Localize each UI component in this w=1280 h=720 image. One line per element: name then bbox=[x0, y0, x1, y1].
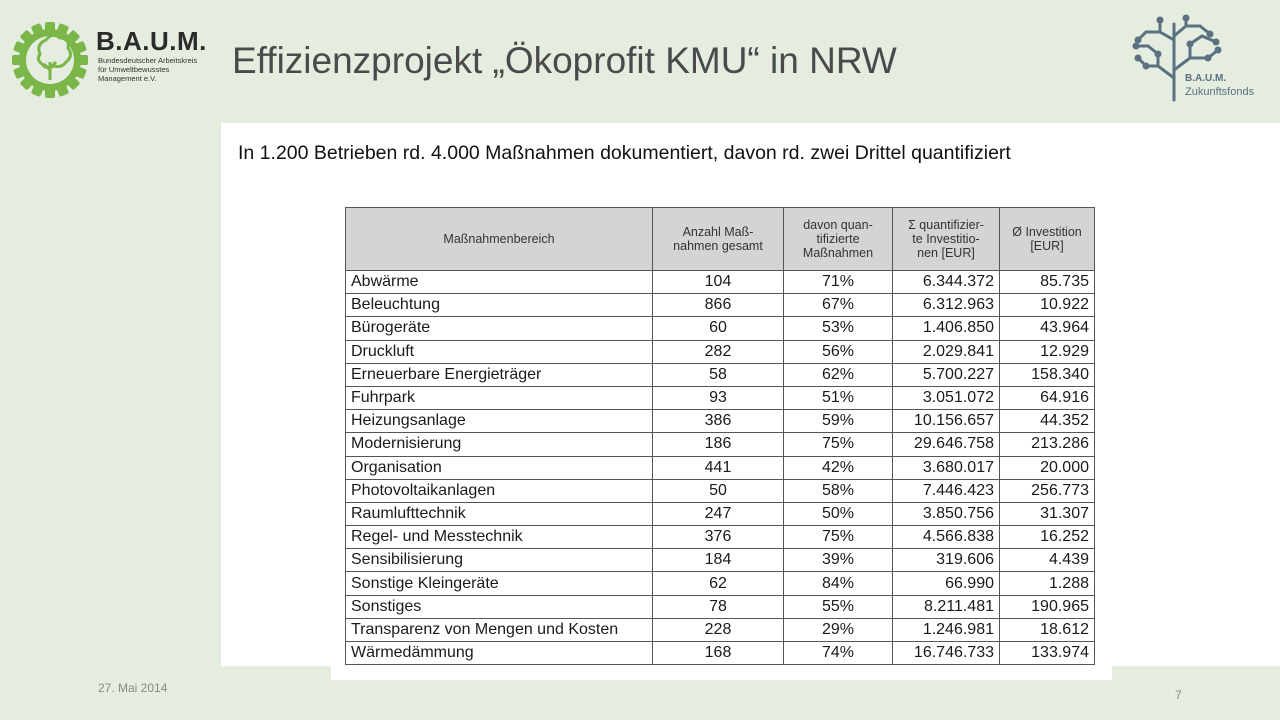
table-row bbox=[346, 572, 1095, 595]
quantified-share-cell: 53% bbox=[784, 317, 893, 340]
table-header-row bbox=[346, 208, 1095, 271]
investment-avg-cell: 64.916 bbox=[1000, 386, 1095, 409]
count-cell: 282 bbox=[653, 340, 784, 363]
quantified-share-cell: 62% bbox=[784, 363, 893, 386]
count-cell: 93 bbox=[653, 386, 784, 409]
investment-avg-cell: 12.929 bbox=[1000, 340, 1095, 363]
category-cell: Bürogeräte bbox=[346, 317, 653, 340]
investment-sum-cell: 3.680.017 bbox=[893, 456, 1000, 479]
investment-avg-cell: 213.286 bbox=[1000, 433, 1095, 456]
count-cell: 168 bbox=[653, 642, 784, 665]
measures-table bbox=[345, 207, 1095, 665]
table-row bbox=[346, 502, 1095, 525]
count-cell: 441 bbox=[653, 456, 784, 479]
baum-logo bbox=[8, 20, 208, 100]
category-cell: Erneuerbare Energieträger bbox=[346, 363, 653, 386]
count-cell: 376 bbox=[653, 526, 784, 549]
quantified-share-cell: 56% bbox=[784, 340, 893, 363]
quantified-share-cell: 74% bbox=[784, 642, 893, 665]
count-cell: 58 bbox=[653, 363, 784, 386]
quantified-share-cell: 59% bbox=[784, 410, 893, 433]
slide-title: Effizienzprojekt „Ökoprofit KMU“ in NRW bbox=[232, 40, 897, 81]
investment-sum-cell: 3.051.072 bbox=[893, 386, 1000, 409]
investment-avg-cell: 158.340 bbox=[1000, 363, 1095, 386]
category-cell: Beleuchtung bbox=[346, 294, 653, 317]
quantified-share-cell: 84% bbox=[784, 572, 893, 595]
table-row bbox=[346, 433, 1095, 456]
investment-sum-cell: 10.156.657 bbox=[893, 410, 1000, 433]
table-row bbox=[346, 642, 1095, 665]
quantified-share-cell: 55% bbox=[784, 595, 893, 618]
investment-sum-cell: 5.700.227 bbox=[893, 363, 1000, 386]
count-cell: 60 bbox=[653, 317, 784, 340]
category-cell: Regel- und Messtechnik bbox=[346, 526, 653, 549]
quantified-share-cell: 75% bbox=[784, 526, 893, 549]
table-row bbox=[346, 456, 1095, 479]
quantified-share-cell: 51% bbox=[784, 386, 893, 409]
quantified-share-cell: 50% bbox=[784, 502, 893, 525]
count-cell: 62 bbox=[653, 572, 784, 595]
table-row bbox=[346, 386, 1095, 409]
investment-avg-cell: 10.922 bbox=[1000, 294, 1095, 317]
investment-sum-cell: 6.312.963 bbox=[893, 294, 1000, 317]
quantified-share-cell: 39% bbox=[784, 549, 893, 572]
zukunftsfonds-name: Zukunftsfonds bbox=[1185, 86, 1255, 98]
slide-subtitle: In 1.200 Betrieben rd. 4.000 Maßnahmen dokumentiert, davon rd. zwei Drittel quantifiziert bbox=[238, 142, 1011, 164]
baum-zukunftsfonds-logo bbox=[1128, 14, 1278, 104]
investment-avg-cell: 44.352 bbox=[1000, 410, 1095, 433]
table-row bbox=[346, 618, 1095, 641]
category-cell: Fuhrpark bbox=[346, 386, 653, 409]
table-row bbox=[346, 410, 1095, 433]
investment-sum-cell: 1.406.850 bbox=[893, 317, 1000, 340]
category-cell: Wärmedämmung bbox=[346, 642, 653, 665]
investment-avg-cell: 190.965 bbox=[1000, 595, 1095, 618]
header-cell: Anzahl Maß- nahmen gesamt bbox=[653, 208, 784, 271]
count-cell: 184 bbox=[653, 549, 784, 572]
table-row bbox=[346, 294, 1095, 317]
table-row bbox=[346, 595, 1095, 618]
category-cell: Photovoltaikanlagen bbox=[346, 479, 653, 502]
gear-tree-icon bbox=[8, 20, 92, 100]
investment-sum-cell: 16.746.733 bbox=[893, 642, 1000, 665]
table-row bbox=[346, 271, 1095, 294]
header-cell: Maßnahmenbereich bbox=[346, 208, 653, 271]
count-cell: 247 bbox=[653, 502, 784, 525]
quantified-share-cell: 71% bbox=[784, 271, 893, 294]
quantified-share-cell: 75% bbox=[784, 433, 893, 456]
table-row bbox=[346, 363, 1095, 386]
baum-brand-text: B.A.U.M. bbox=[96, 26, 207, 56]
investment-sum-cell: 3.850.756 bbox=[893, 502, 1000, 525]
category-cell: Transparenz von Mengen und Kosten bbox=[346, 618, 653, 641]
quantified-share-cell: 58% bbox=[784, 479, 893, 502]
category-cell: Sonstiges bbox=[346, 595, 653, 618]
investment-avg-cell: 4.439 bbox=[1000, 549, 1095, 572]
header-cell: davon quan- tifizierte Maßnahmen bbox=[784, 208, 893, 271]
page-number: 7 bbox=[1175, 688, 1182, 702]
count-cell: 386 bbox=[653, 410, 784, 433]
investment-sum-cell: 6.344.372 bbox=[893, 271, 1000, 294]
count-cell: 104 bbox=[653, 271, 784, 294]
investment-sum-cell: 7.446.423 bbox=[893, 479, 1000, 502]
count-cell: 78 bbox=[653, 595, 784, 618]
investment-avg-cell: 18.612 bbox=[1000, 618, 1095, 641]
investment-avg-cell: 1.288 bbox=[1000, 572, 1095, 595]
investment-avg-cell: 31.307 bbox=[1000, 502, 1095, 525]
category-cell: Druckluft bbox=[346, 340, 653, 363]
category-cell: Sonstige Kleingeräte bbox=[346, 572, 653, 595]
header-cell: Ø Investition [EUR] bbox=[1000, 208, 1095, 271]
investment-sum-cell: 2.029.841 bbox=[893, 340, 1000, 363]
category-cell: Abwärme bbox=[346, 271, 653, 294]
table-row bbox=[346, 317, 1095, 340]
investment-avg-cell: 43.964 bbox=[1000, 317, 1095, 340]
category-cell: Sensibilisierung bbox=[346, 549, 653, 572]
quantified-share-cell: 42% bbox=[784, 456, 893, 479]
investment-sum-cell: 1.246.981 bbox=[893, 618, 1000, 641]
investment-avg-cell: 256.773 bbox=[1000, 479, 1095, 502]
category-cell: Modernisierung bbox=[346, 433, 653, 456]
table-row bbox=[346, 526, 1095, 549]
investment-sum-cell: 319.606 bbox=[893, 549, 1000, 572]
count-cell: 50 bbox=[653, 479, 784, 502]
count-cell: 228 bbox=[653, 618, 784, 641]
quantified-share-cell: 67% bbox=[784, 294, 893, 317]
investment-sum-cell: 29.646.758 bbox=[893, 433, 1000, 456]
quantified-share-cell: 29% bbox=[784, 618, 893, 641]
investment-avg-cell: 16.252 bbox=[1000, 526, 1095, 549]
category-cell: Raumlufttechnik bbox=[346, 502, 653, 525]
investment-sum-cell: 8.211.481 bbox=[893, 595, 1000, 618]
investment-sum-cell: 4.566.838 bbox=[893, 526, 1000, 549]
table-row bbox=[346, 549, 1095, 572]
footer-date: 27. Mai 2014 bbox=[98, 681, 168, 695]
count-cell: 186 bbox=[653, 433, 784, 456]
table-row bbox=[346, 340, 1095, 363]
table-row bbox=[346, 479, 1095, 502]
baum-brand-subtitle: Bundesdeutscher Arbeitskreis für Umweltbewusstes Management e.V. bbox=[98, 56, 198, 83]
category-cell: Heizungsanlage bbox=[346, 410, 653, 433]
zukunftsfonds-brand: B.A.U.M. bbox=[1185, 73, 1227, 84]
investment-avg-cell: 20.000 bbox=[1000, 456, 1095, 479]
count-cell: 866 bbox=[653, 294, 784, 317]
investment-avg-cell: 85.735 bbox=[1000, 271, 1095, 294]
category-cell: Organisation bbox=[346, 456, 653, 479]
header-cell: Σ quantifizier- te Investitio- nen [EUR] bbox=[893, 208, 1000, 271]
investment-avg-cell: 133.974 bbox=[1000, 642, 1095, 665]
investment-sum-cell: 66.990 bbox=[893, 572, 1000, 595]
